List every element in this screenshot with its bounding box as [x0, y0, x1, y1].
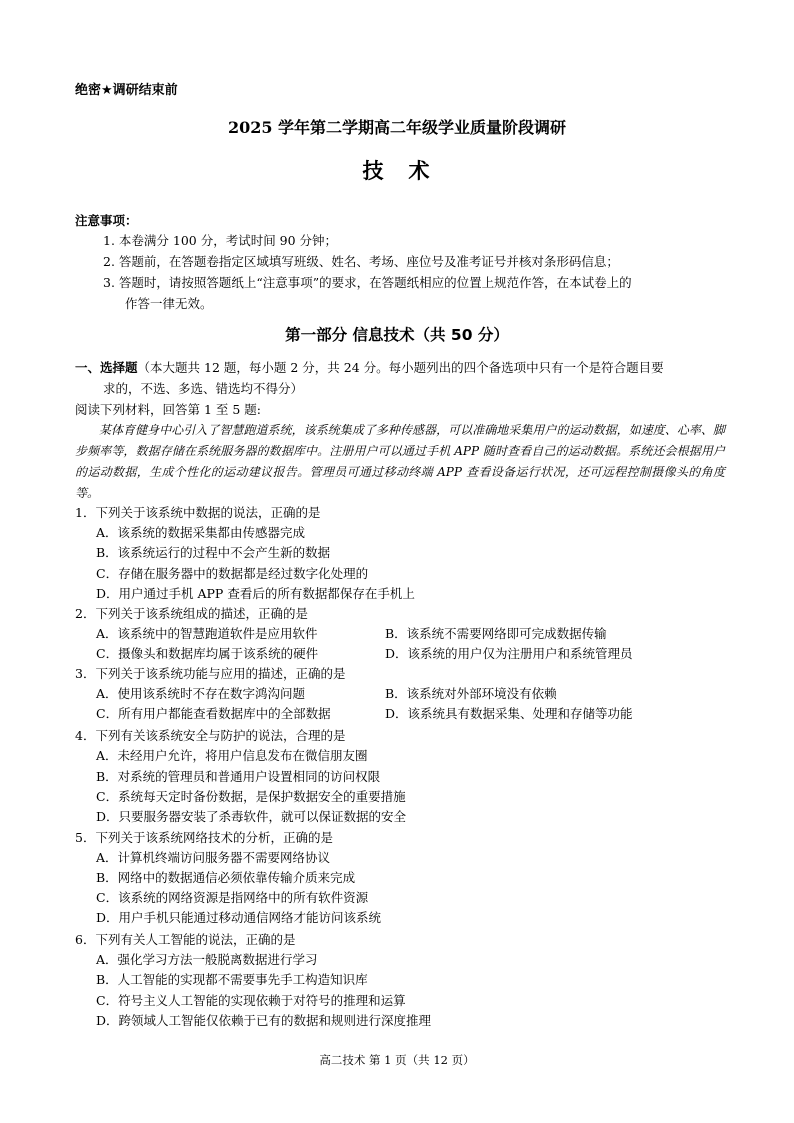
notice-item-2: 2. 答题前，在答题卷指定区域填写班级、姓名、考场、座位号及准考证号并核对条形码信息； — [103, 254, 619, 269]
secret-mark: 绝密★调研结束前 — [75, 83, 178, 98]
exam-title: 2025 学年第二学期高二年级学业质量阶段调研 — [227, 118, 567, 137]
section-heading — [75, 357, 725, 399]
section-desc-1: （本大题共 12 题，每小题 2 分，共 24 分。每小题列出的四个备选项中只有一个是符合题目要 — [137, 360, 664, 375]
question-stem: 4．下列有关该系统安全与防护的说法，合理的是 — [75, 728, 346, 743]
section-desc-2: 求的，不选、多选、错选均不得分） — [103, 381, 304, 396]
notice-item-3: 3. 答题时，请按照答题纸上“注意事项”的要求，在答题纸相应的位置上规范作答，在本试卷上的 — [103, 275, 632, 290]
question-option: A．未经用户允许，将用户信息发布在微信朋友圈 — [96, 748, 368, 763]
question-option: C．摄像头和数据库均属于该系统的硬件 — [96, 646, 319, 661]
question-option: A．计算机终端访问服务器不需要网络协议 — [96, 850, 331, 865]
question-option: D．该系统具有数据采集、处理和存储等功能 — [385, 706, 633, 721]
question-option: D．用户通过手机 APP 查看后的所有数据都保存在手机上 — [96, 586, 415, 601]
question-option: C．符号主义人工智能的实现依赖于对符号的推理和运算 — [96, 993, 406, 1008]
part-title: 第一部分 信息技术（共 50 分） — [285, 326, 509, 344]
question-stem: 5．下列关于该系统网络技术的分析，正确的是 — [75, 830, 333, 845]
page-footer: 高二技术 第 1 页（共 12 页） — [319, 1053, 475, 1067]
question-stem: 6．下列有关人工智能的说法，正确的是 — [75, 932, 296, 947]
question-option: D．跨领域人工智能仅依赖于已有的数据和规则进行深度推理 — [96, 1013, 432, 1028]
question-option: B．该系统运行的过程中不会产生新的数据 — [96, 545, 331, 560]
question-option: B．人工智能的实现都不需要事先手工构造知识库 — [96, 972, 368, 987]
question-option: A．该系统的数据采集都由传感器完成 — [96, 525, 306, 540]
notice-item-1: 1. 本卷满分 100 分，考试时间 90 分钟； — [103, 233, 338, 248]
reading-passage: 某体育健身中心引入了智慧跑道系统，该系统集成了多种传感器，可以准确地采集用户的运动数据，如速度、心率、脚步频率等，数据存储在系统服务器的数据库中。注册用户可以通过手机 APP 随时查看自己的运动数据。系统还会根据用户的运动数据，生成个性化的运动建议报告。管理员可通过移动终端 APP 查看设备运行状况，还可远程控制摄像头的角度等。 — [75, 423, 725, 500]
question-option: B．网络中的数据通信必须依靠传输介质来完成 — [96, 870, 356, 885]
question-option: C．该系统的网络资源是指网络中的所有软件资源 — [96, 890, 369, 905]
question-option: B．对系统的管理员和普通用户设置相同的访问权限 — [96, 769, 381, 784]
question-option: A．强化学习方法一般脱离数据进行学习 — [96, 952, 318, 967]
question-stem: 2．下列关于该系统组成的描述，正确的是 — [75, 606, 308, 621]
question-stem: 3．下列关于该系统功能与应用的描述，正确的是 — [75, 666, 346, 681]
question-option: D．该系统的用户仅为注册用户和系统管理员 — [385, 646, 633, 661]
question-option: D．用户手机只能通过移动通信网络才能访问该系统 — [96, 910, 382, 925]
section-label: 一、选择题 — [75, 360, 138, 375]
question-option: A．使用该系统时不存在数字鸿沟问题 — [96, 686, 306, 701]
question-stem: 1．下列关于该系统中数据的说法，正确的是 — [75, 505, 321, 520]
question-option: B．该系统对外部环境没有依赖 — [385, 686, 557, 701]
reading-intro: 阅读下列材料，回答第 1 至 5 题: — [75, 402, 262, 417]
question-option: C．系统每天定时备份数据，是保护数据安全的重要措施 — [96, 789, 406, 804]
question-option: A．该系统中的智慧跑道软件是应用软件 — [96, 626, 318, 641]
notice-item-3-continued: 作答一律无效。 — [125, 296, 213, 311]
subject-title: 技 术 — [362, 159, 432, 183]
question-option: C．存储在服务器中的数据都是经过数字化处理的 — [96, 566, 369, 581]
notice-heading: 注意事项： — [75, 213, 138, 228]
notice-item — [103, 230, 723, 314]
question-option: B．该系统不需要网络即可完成数据传输 — [385, 626, 607, 641]
question-option: C．所有用户都能查看数据库中的全部数据 — [96, 706, 331, 721]
question-option: D．只要服务器安装了杀毒软件，就可以保证数据的安全 — [96, 809, 407, 824]
